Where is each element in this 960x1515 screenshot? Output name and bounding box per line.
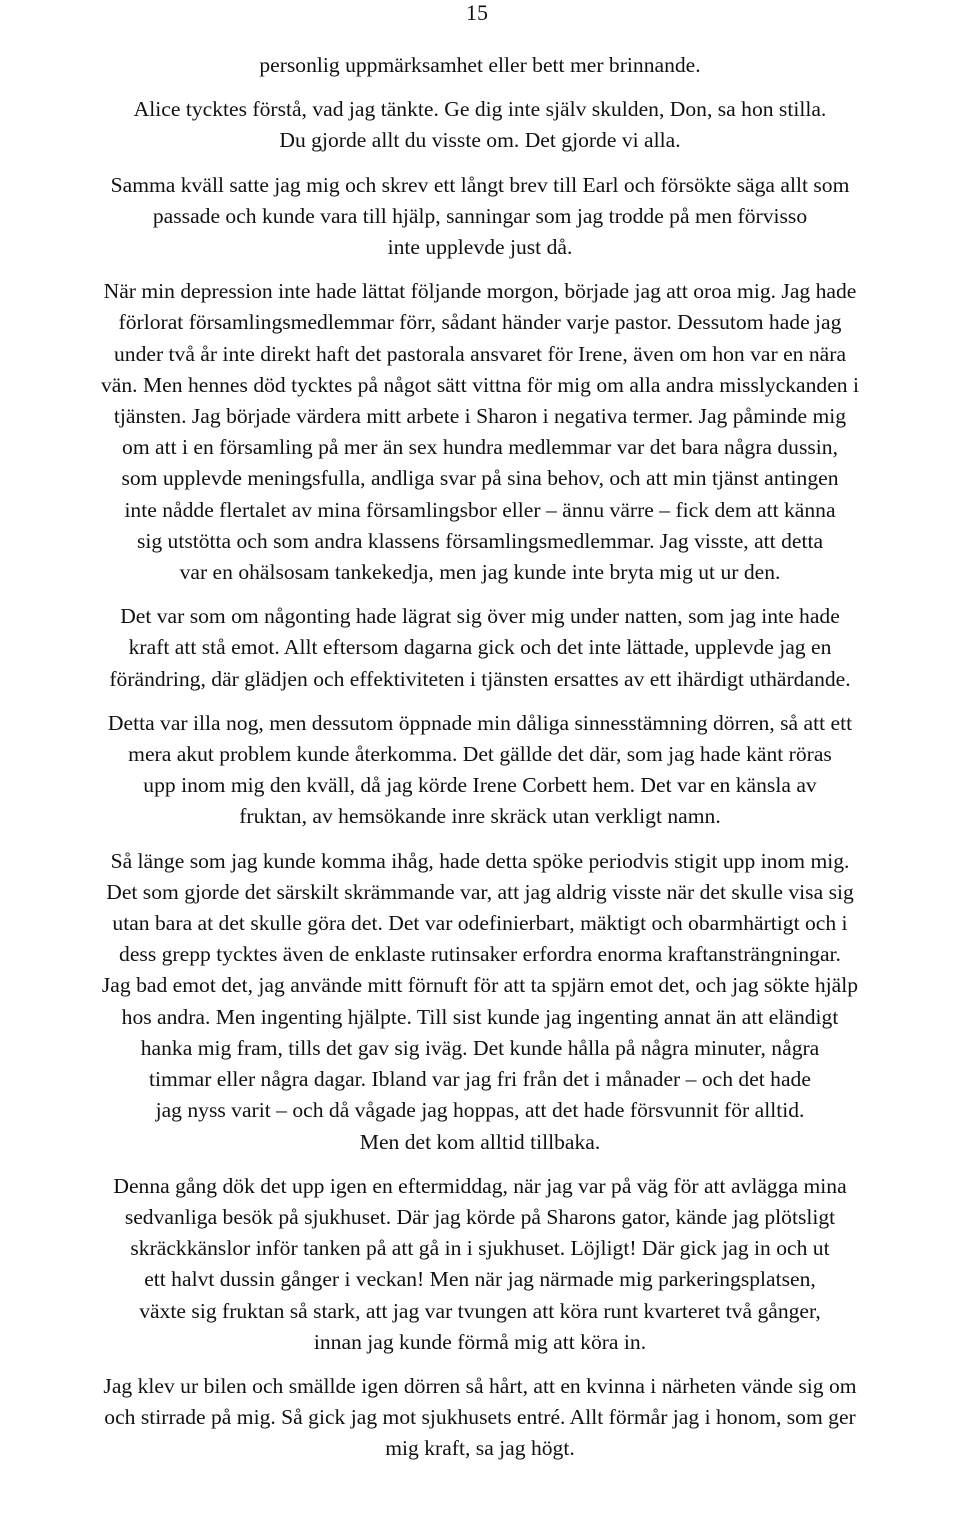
text-line: hanka mig fram, tills det gav sig iväg. Det kunde hålla på några minuter, några <box>140 1035 820 1060</box>
paragraph-6 <box>2 708 958 833</box>
text-line: timmar eller några dagar. Ibland var jag fri från det i månader – och det hade <box>149 1067 811 1092</box>
paragraph-4 <box>2 276 958 588</box>
text-line: passade och kunde vara till hjälp, sanningar som jag trodde på men förvisso <box>152 203 808 228</box>
text-line: Denna gång dök det upp igen en eftermiddag, när jag var på väg för att avlägga mina <box>113 1173 847 1198</box>
paragraph-2 <box>2 94 958 156</box>
paragraph-7 <box>2 846 958 1158</box>
document-body <box>2 50 958 1478</box>
text-line: ett halvt dussin gånger i veckan! Men när jag närmade mig parkeringsplatsen, <box>144 1267 816 1292</box>
paragraph-1 <box>2 50 958 81</box>
text-line: Samma kväll satte jag mig och skrev ett långt brev till Earl och försökte säga allt som <box>110 172 850 197</box>
paragraph-5 <box>2 601 958 695</box>
text-line: om att i en församling på mer än sex hundra medlemmar var det bara några dussin, <box>122 435 838 460</box>
text-line: Detta var illa nog, men dessutom öppnade min dåliga sinnesstämning dörren, så att ett <box>107 710 853 735</box>
text-line: sig utstötta och som andra klassens församlingsmedlemmar. Jag visste, att detta <box>136 528 824 553</box>
paragraph-3 <box>2 170 958 264</box>
text-line: förändring, där glädjen och effektiviteten i tjänsten ersattes av ett ihärdigt uthärdande. <box>109 666 851 691</box>
paragraph-8 <box>2 1171 958 1358</box>
text-line: förlorat församlingsmedlemmar förr, sådant händer varje pastor. Dessutom hade jag <box>118 310 842 335</box>
text-line: Det var som om någonting hade lägrat sig över mig under natten, som jag inte hade <box>120 604 840 629</box>
text-line: hos andra. Men ingenting hjälpte. Till sist kunde jag ingenting annat än att eländigt <box>121 1004 839 1029</box>
text-line: kraft att stå emot. Allt eftersom dagarna gick och det inte lättade, upplevde jag en <box>128 635 832 660</box>
text-line: och stirrade på mig. Så gick jag mot sjukhusets entré. Allt förmår jag i honom, som ger <box>104 1405 856 1430</box>
text-line: dess grepp tycktes även de enklaste rutinsaker erfordra enorma kraftansträngningar. <box>119 942 841 967</box>
text-line: skräckkänslor inför tanken på att gå in i sjukhuset. Löjligt! Där gick jag in och ut <box>130 1236 830 1261</box>
text-line: Det som gjorde det särskilt skrämmande var, att jag aldrig visste när det skulle visa sig <box>106 879 854 904</box>
text-line: Så länge som jag kunde komma ihåg, hade detta spöke periodvis stigit upp inom mig. <box>110 848 850 873</box>
text-line: inte upplevde just då. <box>387 235 573 260</box>
text-line: vän. Men hennes död tycktes på något sätt vittna för mig om alla andra misslyckanden i <box>101 372 859 397</box>
text-line: jag nyss varit – och då vågade jag hoppas, att det hade försvunnit för alltid. <box>155 1098 805 1123</box>
text-line: Men det kom alltid tillbaka. <box>359 1129 601 1154</box>
text-line: inte nådde flertalet av mina församlingsbor eller – ännu värre – fick dem att känna <box>124 497 836 522</box>
text-line: När min depression inte hade lättat följande morgon, började jag att oroa mig. Jag hade <box>103 279 857 304</box>
page-number: 15 <box>466 0 488 25</box>
text-line: var en ohälsosam tankekedja, men jag kunde inte bryta mig ut ur den. <box>179 560 781 585</box>
paragraph-9 <box>2 1371 958 1465</box>
text-line: Alice tycktes förstå, vad jag tänkte. Ge dig inte själv skulden, Don, sa hon stilla. <box>133 97 827 122</box>
text-line: som upplevde meningsfulla, andliga svar på sina behov, och att min tjänst antingen <box>121 466 839 491</box>
text-line: under två år inte direkt haft det pastorala ansvaret för Irene, även om hon var en nära <box>113 341 847 366</box>
text-line: Du gjorde allt du visste om. Det gjorde vi alla. <box>279 128 681 153</box>
text-line: innan jag kunde förmå mig att köra in. <box>313 1329 647 1354</box>
text-line: växte sig fruktan så stark, att jag var tvungen att köra runt kvarteret två gånger, <box>139 1298 821 1323</box>
text-line: upp inom mig den kväll, då jag körde Irene Corbett hem. Det var en känsla av <box>143 773 817 798</box>
text-line: Jag bad emot det, jag använde mitt förnuft för att ta spjärn emot det, och jag sökte hjälp <box>101 973 859 998</box>
text-line: Jag klev ur bilen och smällde igen dörren så hårt, att en kvinna i närheten vände sig om <box>103 1373 857 1398</box>
text-line: utan bara at det skulle göra det. Det var odefinierbart, mäktigt och obarmhärtigt och i <box>112 911 848 936</box>
text-line: sedvanliga besök på sjukhuset. Där jag körde på Sharons gator, kände jag plötsligt <box>124 1204 836 1229</box>
text-line: fruktan, av hemsökande inre skräck utan verkligt namn. <box>239 804 721 829</box>
text-line: mig kraft, sa jag högt. <box>385 1436 575 1461</box>
text-line: personlig uppmärksamhet eller bett mer brinnande. <box>259 53 701 77</box>
text-line: mera akut problem kunde återkomma. Det gällde det där, som jag hade känt röras <box>128 742 832 767</box>
text-line: tjänsten. Jag började värdera mitt arbete i Sharon i negativa termer. Jag påminde mig <box>113 404 847 429</box>
